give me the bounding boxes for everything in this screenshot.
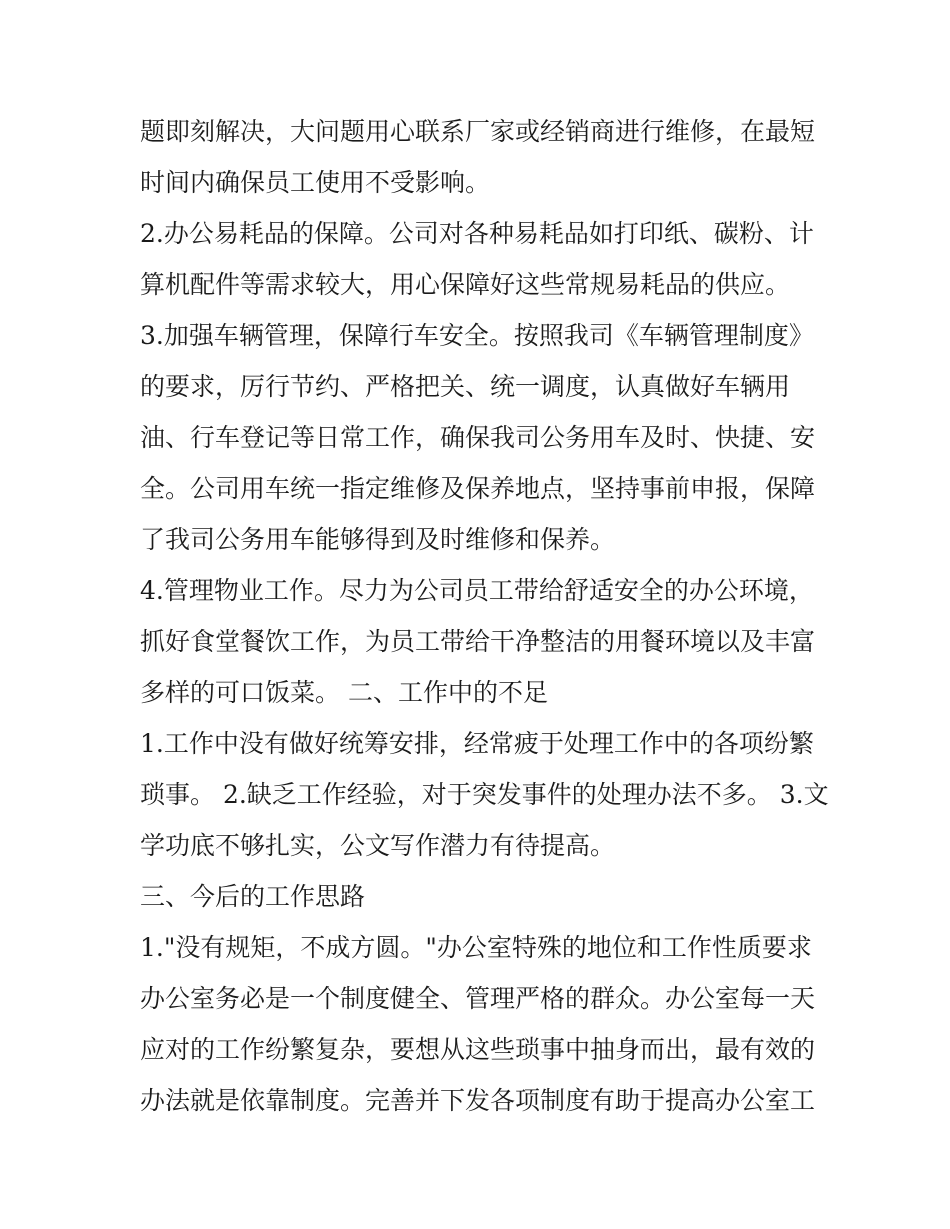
- section-heading: 三、今后的工作思路: [140, 882, 366, 911]
- text-line: 4.管理物业工作。尽力为公司员工带给舒适安全的办公环境，: [140, 576, 814, 605]
- text-line: 2.办公易耗品的保障。公司对各种易耗品如打印纸、碳粉、计: [140, 219, 814, 248]
- text-line: 1.工作中没有做好统筹安排，经常疲于处理工作中的各项纷繁: [140, 729, 814, 758]
- text-line: 1."没有规矩，不成方圆。"办公室特殊的地位和工作性质要求: [140, 933, 812, 962]
- text-line: 3.加强车辆管理，保障行车安全。按照我司《车辆管理制度》: [140, 321, 814, 350]
- text-line: 多样的可口饭菜。 二、工作中的不足: [140, 678, 548, 707]
- text-line: 应对的工作纷繁复杂，要想从这些琐事中抽身而出，最有效的: [140, 1035, 816, 1064]
- text-line: 抓好食堂餐饮工作，为员工带给干净整洁的用餐环境以及丰富: [140, 627, 816, 656]
- text-line: 题即刻解决，大问题用心联系厂家或经销商进行维修，在最短: [140, 117, 816, 146]
- document-body: [140, 106, 829, 1126]
- text-line: 办法就是依靠制度。完善并下发各项制度有助于提高办公室工: [140, 1086, 816, 1115]
- text-line: 的要求，厉行节约、严格把关、统一调度，认真做好车辆用: [140, 372, 791, 401]
- text-line: 时间内确保员工使用不受影响。: [140, 168, 491, 197]
- text-line: 算机配件等需求较大，用心保障好这些常规易耗品的供应。: [140, 270, 791, 299]
- text-line: 全。公司用车统一指定维修及保养地点，坚持事前申报，保障: [140, 474, 816, 503]
- text-line: 油、行车登记等日常工作，确保我司公务用车及时、快捷、安: [140, 423, 816, 452]
- text-line: 琐事。 2.缺乏工作经验，对于突发事件的处理办法不多。 3.文: [140, 780, 829, 809]
- text-line: 办公室务必是一个制度健全、管理严格的群众。办公室每一天: [140, 984, 816, 1013]
- text-line: 了我司公务用车能够得到及时维修和保养。: [140, 525, 616, 554]
- text-line: 学功底不够扎实，公文写作潜力有待提高。: [140, 831, 616, 860]
